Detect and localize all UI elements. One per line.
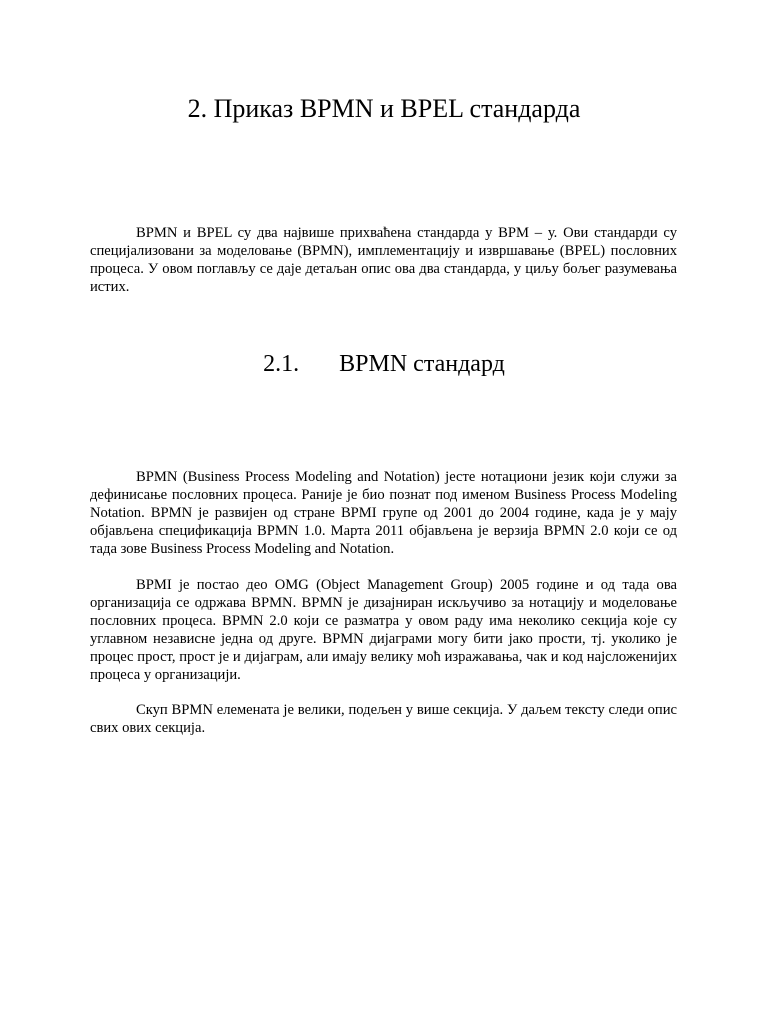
section-title: BPMN стандард bbox=[339, 351, 505, 377]
section-heading bbox=[0, 348, 768, 380]
body-paragraph: BPMN (Business Process Modeling and Notation) јесте нотациони језик који служи за дефинисање пословних процеса. Раније је био познат под именом Business Process Modeling Notation. BPMN је развијен од стране BPMI групе од 2001 до 2004 године, када је у мају објављена спецификација BPMN 1.0. Марта 2011 објављена је верзија BPMN 2.0 који се од тада зове Business Process Modeling and Notation. bbox=[90, 469, 677, 557]
intro-paragraph: BPMN и BPEL су два највише прихваћена стандарда у BPM – у. Ови стандарди су специјализовани за моделовање (BPMN), имплементацију и извршавање (BPEL) пословних процеса. У овом поглављу се даје детаљан опис ова два стандарда, у циљу бољег разумевања истих. bbox=[90, 225, 677, 295]
chapter-title: 2. Приказ BPMN и BPEL стандарда bbox=[187, 94, 581, 123]
body-paragraph: BPMI је постао део OMG (Object Management Group) 2005 године и од тада ова организација се одржава BPMN. BPMN је дизајниран искључиво за нотацију и моделовање пословних процеса. BPMN 2.0 који се разматра у овом раду има неколико секција које су углавном независне једна од друге. BPMN дијаграми могу бити јако прости, тј. уколико је процес прост, прост је и дијаграм, али имају велику моћ изражавања, чак и код најсложенијих процеса у организацији. bbox=[90, 577, 677, 683]
section-number: 2.1. bbox=[263, 351, 300, 377]
body-paragraph: Скуп BPMN елемената је велики, подељен у више секција. У даљем тексту следи опис свих ових секција. bbox=[90, 702, 677, 736]
